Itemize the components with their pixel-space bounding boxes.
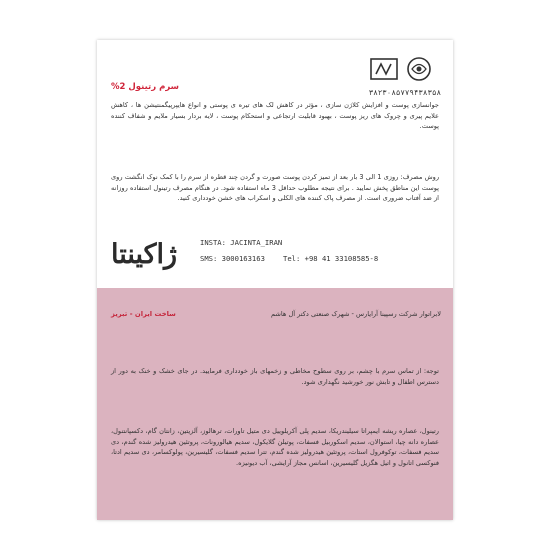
telephone-number: Tel: +98 41 33108585-8 (283, 254, 379, 263)
barcode-number: ۳۸۲۳۰۸۵۷۷۹۴۳۸۳۵۸ (368, 88, 441, 97)
instagram-handle: INSTA: JACINTA_IRAN (200, 238, 283, 247)
brand-logo: ژاکینتا (111, 239, 178, 270)
pink-section (97, 288, 453, 520)
laboratory-label: لابراتوار شرکت رسپینا آرایارس - شهرک صنعتی دکتر آل هاشم (270, 310, 441, 318)
certification-badge-icon (369, 56, 439, 82)
sms-number: SMS: 3000163163 (200, 254, 265, 263)
ingredients-paragraph: رتینول، عصاره ریشه ایمپراتا سیلیندریکا، سدیم پلی آکریلوییل دی متیل تاورات، ترهالوز، آلزیتین، زانتان گام، دکسپانتنول، عصاره دانه چیا، استوالان، سدیم اسکوربیل فسفات، پوتیلن گلایکول، سدیم هیالورونات، پروتئین هیدرولیز شده گندم، دی سدیم فسفات، توکوفرول استات، پروتئین هیدرولیز شده گندم، تترا سدیم فسفات، گلیسیرین، پولوکسامر، دی سدیم ادتا، فنوکسی اتانول و اتیل هگزیل گلیسیرین، اسانس مجاز آرایشی، آب دیونیزه. (111, 427, 439, 467)
usage-paragraph: روش مصرف: روزی 1 الی 3 بار بعد از تمیز کردن پوست صورت و گردن چند قطره از سرم را با کمک نوک انگشت روی پوست این مناطق پخش نمایید . برای نتیجه مطلوب حداقل 3 ماه استفاده شود. در هنگام مصرف رتینول استفاده روزانه از ضد آفتاب ضروری است. از مصرف پاک کننده های الکلی و اسکراب های خشن خودداری کنید. (111, 173, 440, 202)
made-in-label: ساخت ایران - تبریز (111, 310, 176, 318)
product-box-panel (97, 40, 453, 520)
product-title: سرم رتینول 2% (111, 82, 179, 92)
white-section (97, 40, 453, 288)
description-paragraph: جوانسازی پوست و افزایش کلاژن سازی ، مؤثر در کاهش لک های تیره ی پوستی و انواع هایپرپیگمنتیشن ها ، کاهش علایم پیری و چروک های ریز پوست ، بهبود قابلیت ارتجاعی و استحکام پوست ، لایه بردار بسیار ملایم و شفاف کننده پوست. (111, 101, 439, 130)
warning-paragraph: توجه: از تماس سرم با چشم، بر روی سطوح مخاطی و زخمهای باز خودداری فرمایید. در جای خشک و خنک به دور از دسترس اطفال و تابش نور خورشید نگهداری شود. (111, 367, 439, 386)
